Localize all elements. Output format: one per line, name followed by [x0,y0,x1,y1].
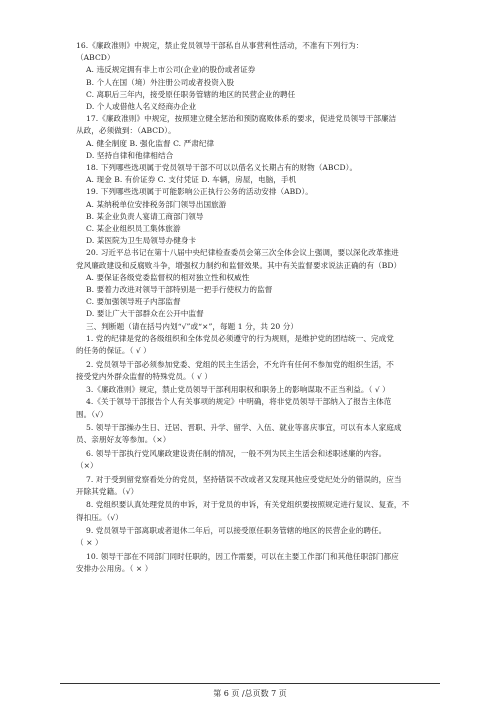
text-line: 1. 党的纪律是党的各级组织和全体党员必须遵守的行为规则，是维护党的团结统一、完成党 [86,333,394,343]
text-line: 开除其党籍。（√） [76,486,139,496]
text-line: 18. 下列哪些选项属于党员领导干部不可以以借名义长期占有的财物（ABCD）。 [86,163,358,173]
text-line: 17.《廉政准则》中规定，按照建立健全惩治和预防腐败体系的要求，促进党员领导干部廉洁 [86,114,397,124]
text-line: A. 要保证各级党委监督权的相对独立性和权威性 [86,272,250,282]
text-line: 2. 党员领导干部必须参加党委、党组的民主生活会，不允许有任何不参加党的组织生活，不 [86,359,394,369]
footer-divider [60,683,440,684]
text-line: B. 某企业负责人宴请工商部门领导 [86,211,204,221]
text-line: 员、亲朋好友等参加。（×） [76,435,171,445]
text-line: 16.《廉政准则》中规定，禁止党员领导干部私自从事营利性活动，不准有下列行为： [76,41,364,50]
text-line: （ABCD） [76,53,115,63]
text-line: 10. 领导干部在不同部门同时任职的，因工作需要，可以在主要工作部门和其他任职部门都应 [86,551,399,561]
text-line: 3.《廉政准则》规定，禁止党员领导干部利用职权和职务上的影响谋取不正当利益。（ √ ） [86,385,390,395]
text-line: （×） [76,461,98,471]
text-line: C. 离职后三年内，接受原任职务管辖的地区的民营企业的聘任 [86,89,296,99]
section-heading: 三、判断题（请在括号内划“√”或“×”，每题 1 分，共 20 分） [86,321,299,331]
text-line: B. 要着力改进对领导干部特别是一把手行使权力的监督 [86,285,273,295]
text-line: 安排办公用房。（ × ） [76,563,153,573]
text-line: （ × ） [76,538,103,548]
text-line: 围。（√） [76,409,108,419]
text-line: 6. 领导干部执行党风廉政建设责任制的情况，一般不列为民主生活会和述职述廉的内容。 [86,448,387,458]
text-line: 的任务的保证。（ √ ） [76,346,151,356]
text-line: 20. 习近平总书记在第十八届中央纪律检查委员会第三次全体会议上强调，要以深化改革推进 [86,248,399,258]
text-line: 从政，必须做到：（ABCD）。 [76,126,176,136]
text-line: 接受党内外群众监督的特殊党员。（ √ ） [76,371,212,381]
text-line: 党风廉政建设和反腐败斗争，增强权力制约和监督效果。其中有关监督要求说法正确的有（BD） [76,260,402,270]
text-line: 9. 党员领导干部离职或者退休二年后，可以接受原任职务管辖的地区的民营企业的聘任。 [86,526,387,535]
text-line: D. 坚持自律和他律相结合 [86,150,174,160]
text-line: 8. 党组织要认真处理党员的申诉，对于党员的申诉，有关党组织要按照规定进行复议、复查，不 [86,500,410,510]
text-line: A. 某纳税单位安排税务部门领导出国旅游 [86,199,227,209]
question-text-block [76,40,436,575]
text-line: 7. 对于受到留党察看处分的党员，坚持错误不改或者又发现其他应受党纪处分的错误的，应当 [86,474,402,484]
text-line: D. 个人或借他人名义经商办企业 [86,102,197,112]
text-line: D. 某医院为卫生局领导办健身卡 [86,236,197,246]
text-line: 4.《关于领导干部报告个人有关事项的规定》中明确，将非党员领导干部纳入了报告主体范 [86,397,392,407]
text-line: B. 个人在国（境）外注册公司或者投资入股 [86,77,235,87]
text-line: A. 健全制度 B. 强化监督 C. 严肃纪律 [86,138,215,148]
text-line: C. 要加强领导班子内部监督 [86,297,181,307]
text-line: 5. 领导干部操办生日、迁居、晋职、升学、留学、入伍、就业等喜庆事宜，可以有本人家庭成 [86,423,402,433]
text-line: A. 违反规定拥有非上市公司(企业)的股份或者证券 [86,65,256,75]
text-line: C. 某企业组织员工集体旅游 [86,224,181,234]
text-line: 得扣压。（√） [76,512,123,522]
text-line: A. 现金 B. 有价证券 C. 支付凭证 D. 车辆，房屋，电脑，手机 [86,175,297,185]
text-line: D. 要让广大干部群众在公开中监督 [86,309,204,319]
text-line: 19. 下列哪些选项属于可能影响公正执行公务的活动安排（ABD）。 [86,187,313,197]
page-number: 第 6 页 /总页数 7 页 [213,689,287,698]
page-footer [60,683,440,699]
